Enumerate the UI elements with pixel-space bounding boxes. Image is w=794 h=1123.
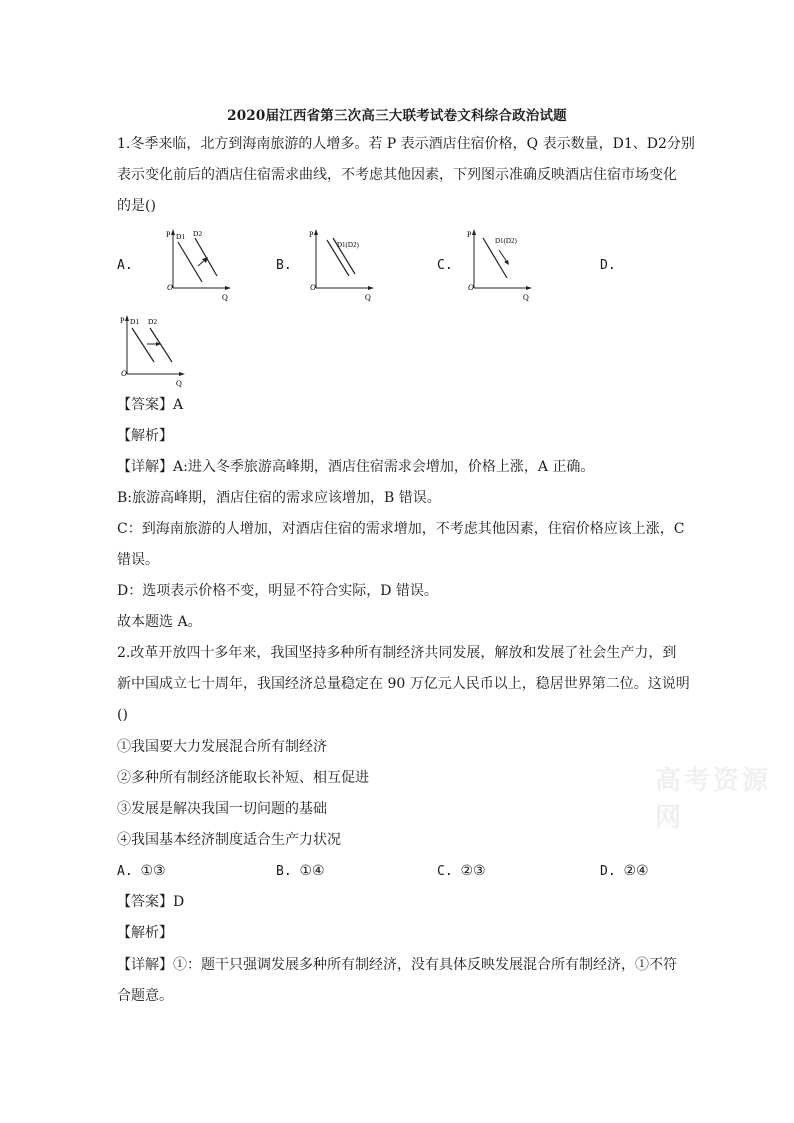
q1-detail-5: D：选项表示价格不变，明显不符合实际，D 错误。 bbox=[117, 583, 438, 599]
q2-option-a-text: ①③ bbox=[140, 863, 166, 879]
q1-option-d[interactable]: D. bbox=[600, 258, 616, 273]
q2-option-b[interactable] bbox=[276, 861, 325, 882]
q2-option-c[interactable] bbox=[437, 861, 486, 882]
q2-line-3: () bbox=[117, 707, 128, 723]
q2-analysis-heading: 【解析】 bbox=[117, 925, 173, 941]
q1-detail-1: 【详解】A:进入冬季旅游高峰期，酒店住宿需求会增加，价格上涨，A 正确。 bbox=[117, 459, 595, 475]
q2-option-b-text: ①④ bbox=[299, 863, 325, 879]
q-axis-arrow-icon bbox=[368, 286, 374, 290]
q-label: Q bbox=[176, 379, 182, 388]
q1-option-a[interactable]: A. bbox=[117, 258, 133, 273]
q1-option-b[interactable]: B. bbox=[276, 258, 292, 273]
q2-statement-4: ④我国基本经济制度适合生产力状况 bbox=[117, 832, 341, 848]
q-label: Q bbox=[365, 293, 371, 302]
p-label: P bbox=[467, 230, 472, 239]
origin-label: O bbox=[167, 283, 173, 292]
q2-line-1: 2.改革开放四十多年来，我国坚持多种所有制经济共同发展，解放和发展了社会生产力，到 bbox=[117, 645, 677, 661]
q2-option-c-letter: C. bbox=[437, 864, 453, 879]
p-label: P bbox=[309, 230, 314, 239]
q-label: Q bbox=[523, 293, 529, 302]
q1-line-1: 1.冬季来临，北方到海南旅游的人增多。若 P 表示酒店住宿价格，Q 表示数量，D1、D2分别 bbox=[117, 136, 695, 152]
p-axis-arrow-icon bbox=[472, 229, 476, 235]
p-axis-arrow-icon bbox=[314, 229, 318, 235]
q2-detail-2: 合题意。 bbox=[117, 988, 173, 1004]
q2-answer: 【答案】D bbox=[117, 894, 185, 910]
q2-option-d[interactable] bbox=[600, 861, 649, 882]
q-axis-arrow-icon bbox=[526, 286, 532, 290]
q1-line-2: 表示变化前后的酒店住宿需求曲线，不考虑其他因素，下列图示准确反映酒店住宿市场变化 bbox=[117, 167, 677, 183]
label-d1-d2: D1(D2) bbox=[337, 241, 359, 249]
p-label: P bbox=[120, 316, 125, 325]
q2-option-b-letter: B. bbox=[276, 864, 292, 879]
q-axis-arrow-icon bbox=[179, 372, 185, 376]
q2-statement-3: ③发展是解决我国一切问题的基础 bbox=[117, 801, 327, 817]
demand-curve-d1 bbox=[132, 328, 154, 362]
q2-option-d-text: ②④ bbox=[623, 863, 649, 879]
origin-label: O bbox=[468, 283, 474, 292]
p-axis-arrow-icon bbox=[125, 315, 129, 321]
q2-option-d-letter: D. bbox=[600, 864, 616, 879]
origin-label: O bbox=[310, 283, 316, 292]
graph-c bbox=[461, 226, 536, 304]
graph-d bbox=[114, 312, 189, 390]
demand-curve-d2 bbox=[195, 238, 217, 276]
movement-arrow bbox=[499, 250, 507, 262]
q1-conclusion: 故本题选 A。 bbox=[117, 614, 202, 630]
demand-curve-d1 bbox=[178, 242, 202, 282]
origin-label: O bbox=[121, 369, 127, 378]
q1-answer: 【答案】A bbox=[117, 397, 184, 413]
q1-analysis-heading: 【解析】 bbox=[117, 428, 173, 444]
label-d1: D1 bbox=[130, 317, 140, 326]
q2-statement-1: ①我国要大力发展混合所有制经济 bbox=[117, 739, 327, 755]
q2-option-c-text: ②③ bbox=[460, 863, 486, 879]
q1-detail-3: C：到海南旅游的人增加，对酒店住宿的需求增加，不考虑其他因素，住宿价格应该上涨，C bbox=[117, 521, 685, 537]
q-label: Q bbox=[222, 293, 228, 302]
q1-detail-4: 错误。 bbox=[117, 552, 159, 568]
watermark: 高考资源网 bbox=[655, 766, 772, 833]
graph-b bbox=[303, 226, 378, 304]
page-title: 2020届江西省第三次高三大联考试卷文科综合政治试题 bbox=[227, 108, 567, 124]
q1-line-3: 的是() bbox=[117, 198, 156, 214]
label-d2: D2 bbox=[193, 229, 203, 238]
q2-line-2: 新中国成立七十周年，我国经济总量稳定在 90 万亿元人民币以上，稳居世界第二位。这说明 bbox=[117, 676, 690, 692]
movement-arrow-icon bbox=[504, 260, 509, 265]
demand-curve-d2 bbox=[150, 328, 172, 362]
graph-a bbox=[160, 226, 235, 304]
q-axis-arrow-icon bbox=[225, 286, 231, 290]
label-d1-d2: D1(D2) bbox=[495, 237, 517, 245]
label-d2: D2 bbox=[148, 317, 158, 326]
q2-option-a[interactable] bbox=[117, 861, 166, 882]
shift-arrow-icon bbox=[156, 342, 161, 346]
p-axis-arrow-icon bbox=[171, 229, 175, 235]
p-label: P bbox=[166, 230, 171, 239]
q1-detail-2: B:旅游高峰期，酒店住宿的需求应该增加，B 错误。 bbox=[117, 490, 441, 506]
label-d1: D1 bbox=[176, 232, 186, 241]
q1-option-c[interactable]: C. bbox=[437, 258, 453, 273]
q2-detail-1: 【详解】①：题干只强调发展多种所有制经济，没有具体反映发展混合所有制经济，①不符 bbox=[117, 957, 677, 973]
q2-option-a-letter: A. bbox=[117, 864, 133, 879]
q2-statement-2: ②多种所有制经济能取长补短、相互促进 bbox=[117, 770, 369, 786]
